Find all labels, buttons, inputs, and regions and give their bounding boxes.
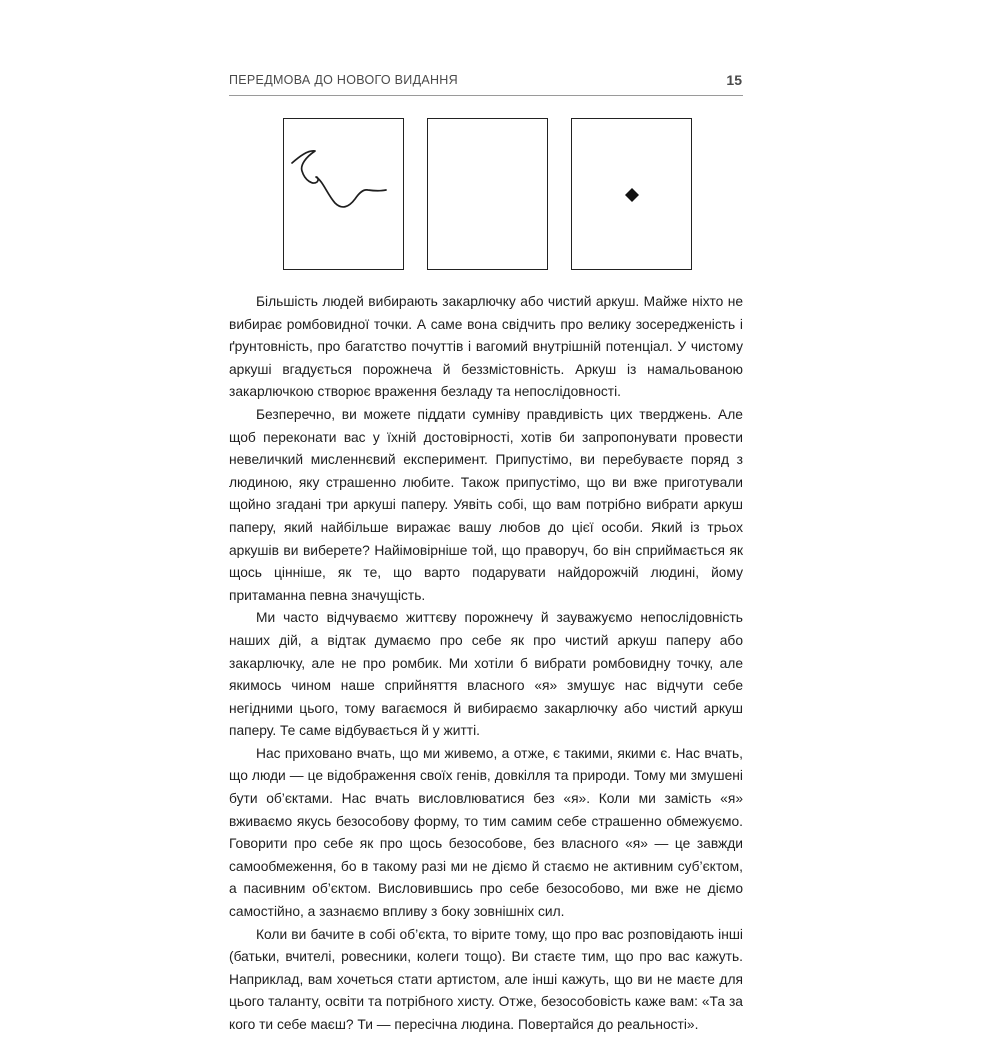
paragraph-4: Нас приховано вчать, що ми живемо, а отже, є такими, якими є. Нас вчать, що люди — це відображення своїх генів, довкілля та природи. Тому ми змушені бути об’єктами. Нас вчать висловлюватися без «я». Коли ми замість «я» вживаємо якусь безособову форму, то тим самим себе страшенно обмежуємо. Говорити про себе як про щось безособове, без власного «я» — це завжди самообмеження, бо в такому разі ми не діємо й стаємо не активним суб’єктом, а пасивним об’єктом. Висловившись про себе безособово, ми вже не діємо самостійно, а зазнаємо впливу з боку зовнішніх сил. <box>229 745 743 920</box>
sheet-diamond <box>571 118 692 270</box>
header-rule <box>229 95 743 96</box>
diamond-dot-icon <box>572 119 693 271</box>
paragraph-1: Більшість людей вибирають закарлючку або чистий аркуш. Майже ніхто не вибирає ромбовидної точки. А саме вона свідчить про велику зосередженість і ґрунтовність, про багатство почуттів і вагомий внутрішній потенціал. У чистому аркуші вгадується порожнеча й беззмістовність. Аркуш із намальованою закарлючкою створює враження безладу та непослідовності. <box>229 294 743 400</box>
paragraph-5: Коли ви бачите в собі об’єкта, то вірите тому, що про вас розповідають інші (батьки, вчителі, ровесники, колеги тощо). Ви стаєте тим, що про вас кажуть. Наприклад, вам хочеться стати артистом, але інші кажуть, що ви не маєте для цього таланту, освіти та потрібного хисту. Отже, безособовість каже вам: «Та за кого ти себе маєш? Ти — пересічна людина. Повертайся до реальності». <box>229 926 743 1032</box>
sheet-squiggle <box>283 118 404 270</box>
paragraph-2: Безперечно, ви можете піддати сумніву правдивість цих тверджень. Але щоб переконати вас у їхній достовірності, хотів би запропонувати провести невеличкий мисленнєвий експеримент. Припустімо, ви перебуваєте поряд з людиною, яку страшенно любите. Також припустімо, що ви вже приготували щойно згадані три аркуші паперу. Уявіть собі, що вам потрібно вибрати аркуш паперу, який найбільше виражає вашу любов до цієї особи. Який із трьох аркушів ви виберете? Найімовірніше той, що праворуч, бо він сприймається як щось цінніше, як те, що варто подарувати найдорожчій людині, йому притаманна певна значущість. <box>229 406 743 603</box>
page-number: 15 <box>726 72 742 88</box>
running-head: ПЕРЕДМОВА ДО НОВОГО ВИДАННЯ <box>229 73 458 87</box>
sheet-blank <box>427 118 548 270</box>
body-text <box>229 291 743 1037</box>
squiggle-drawing <box>284 119 405 271</box>
paragraph-3: Ми часто відчуваємо життєву порожнечу й зауважуємо непослідовність наших дій, а відтак думаємо про себе як про чистий аркуш паперу або закарлючку, але не про ромбик. Ми хотіли б вибрати ромбовидну точку, але якимось чином наше сприйняття власного «я» змушує нас відчути себе негідними цього, тому вагаємося й вибираємо закарлючку або чистий аркуш паперу. Те саме відбувається й у житті. <box>229 610 743 739</box>
